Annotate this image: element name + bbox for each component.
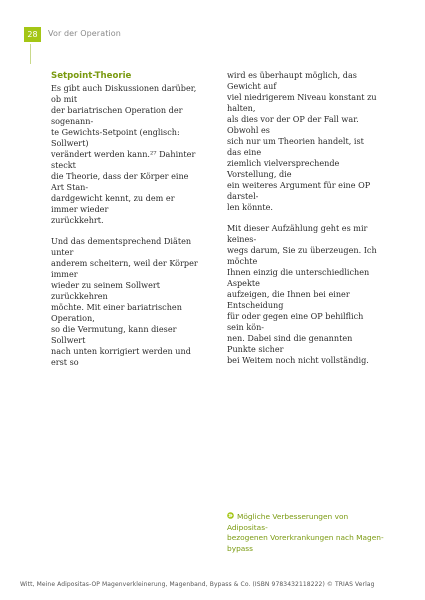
cross-reference-text: Mögliche Verbesserungen von Adipositas- bezogenen Vorerkrankungen nach Magen- bypass xyxy=(227,512,384,553)
section-heading: Setpoint-Theorie xyxy=(51,71,132,81)
right-column xyxy=(227,70,377,376)
cross-reference-link[interactable] xyxy=(227,512,387,554)
header-divider xyxy=(30,44,31,64)
paragraph: Mit dieser Aufzählung geht es mir keines- wegs darum, Sie zu überzeugen. Ich möchte Ihnen einzig die unterschiedlichen Aspekte aufzeigen, die Ihnen bei einer Entscheidung für oder gegen eine OP behilflich sein kön- nen. Dabei sind die genannten Punkte sicher bei Weitem noch nicht vollständig. xyxy=(227,223,377,365)
paragraph: Und das dementsprechend Diäten unter anderem scheitern, weil der Körper immer wieder zu seinem Sollwert zurückkehren möchte. Mit einer bariatrischen Operation, so die Vermutung, kann dieser Sollwert nach unten korrigiert werden und erst so xyxy=(51,236,198,367)
footer-copyright: Witt, Meine Adipositas-OP Magenverkleinerung, Magenband, Bypass & Co. (ISBN 9783432118222) © TRIAS Verlag xyxy=(20,581,375,588)
double-arrow-right-icon xyxy=(227,512,235,519)
running-head: Vor der Operation xyxy=(48,29,121,38)
paragraph: Es gibt auch Diskussionen darüber, ob mit der bariatrischen Operation der sogenann- te Gewichts-Setpoint (englisch: Sollwert) verändert werden kann.²⁷ Dahinter steckt die Theorie, dass der Körper eine Art Stan- dardgewicht kennt, zu dem er immer wieder zurückkehrt. xyxy=(51,83,197,225)
page-number: 28 xyxy=(24,27,41,42)
paragraph: wird es überhaupt möglich, das Gewicht auf viel niedrigerem Niveau konstant zu halten, als dies vor der OP der Fall war. Obwohl es sich nur um Theorien handelt, ist das eine ziemlich vielversprechende Vorstellung, die ein weiteres Argument für eine OP darstel- len könnte. xyxy=(227,70,377,212)
left-column xyxy=(51,70,201,378)
